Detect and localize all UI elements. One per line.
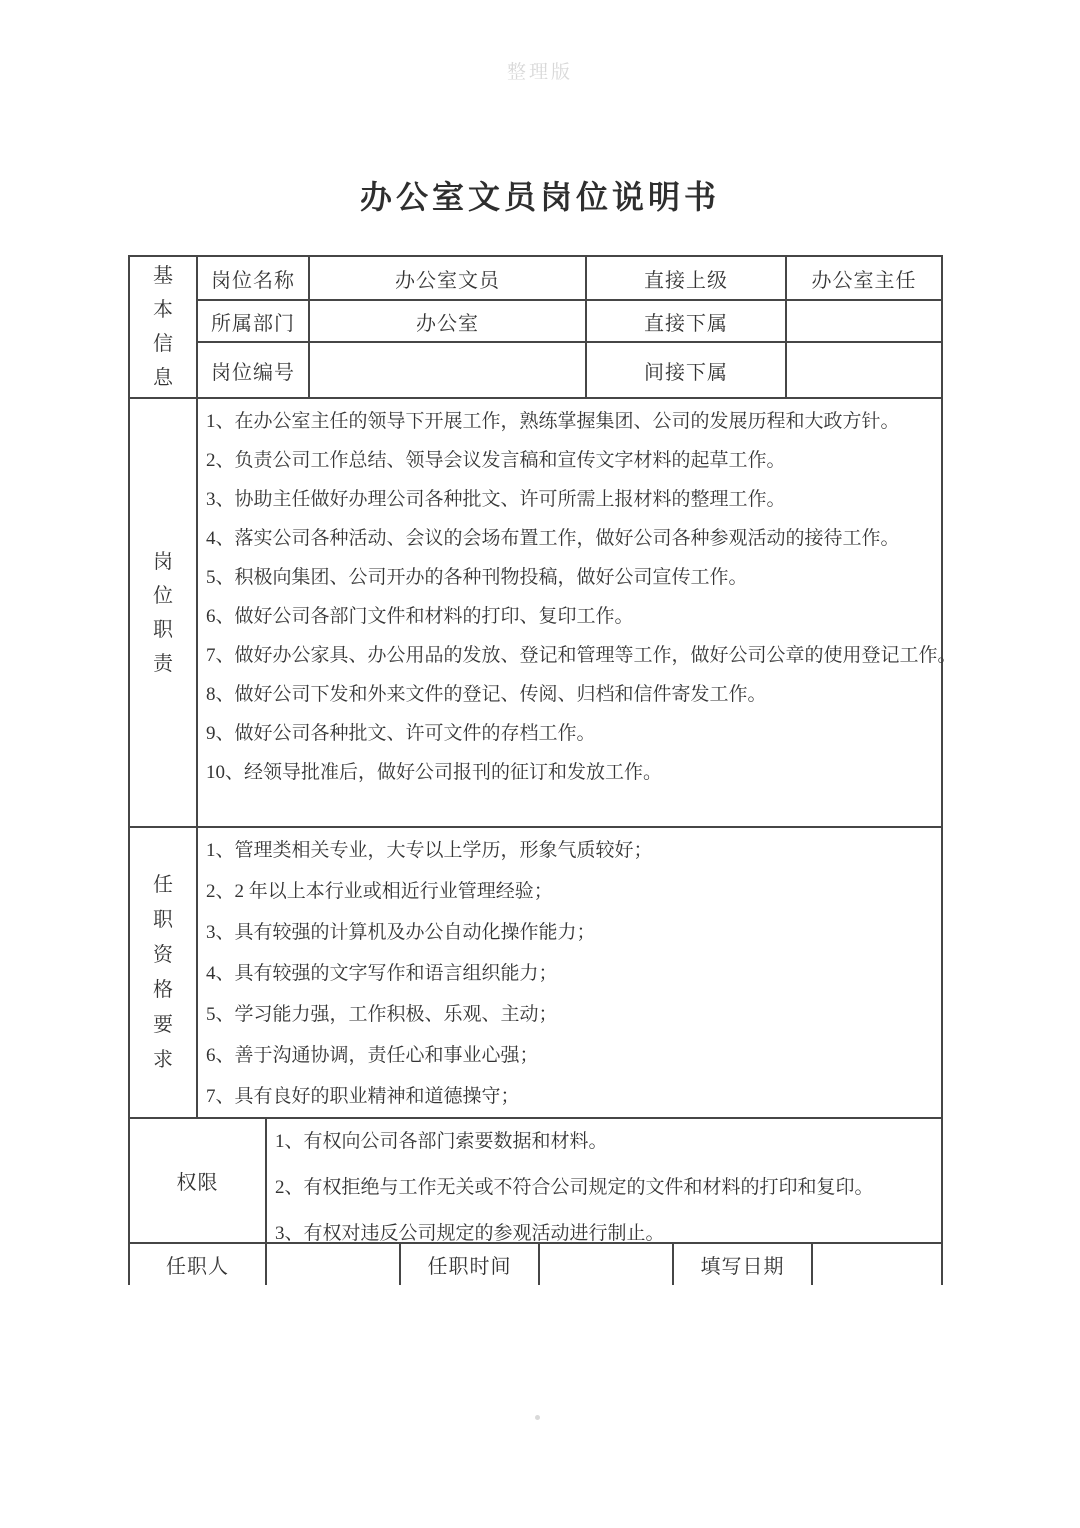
field-label-direct-superior: 直接上级 [587, 257, 787, 299]
list-item: 8、做好公司下发和外来文件的登记、传阅、归档和信件寄发工作。 [206, 684, 767, 705]
field-label-direct-subordinate: 直接下属 [587, 301, 787, 341]
page-title: 办公室文员岗位说明书 [359, 179, 720, 215]
basic-info-section-label: 基本信息 [153, 265, 173, 389]
list-item: 2、2 年以上本行业或相近行业管理经验； [206, 881, 553, 902]
list-item: 9、做好公司各种批文、许可文件的存档工作。 [206, 723, 596, 744]
list-item: 1、有权向公司各部门索要数据和材料。 [275, 1131, 608, 1152]
list-item: 1、管理类相关专业，大专以上学历，形象气质较好； [206, 840, 653, 861]
field-value-fill-date [813, 1244, 941, 1285]
field-value-position-name: 办公室文员 [310, 257, 587, 299]
qualifications-section-label: 任职资格要求 [153, 873, 173, 1071]
watermark: 整理版 [506, 62, 573, 83]
list-item: 4、具有较强的文字写作和语言组织能力； [206, 963, 558, 984]
table-row [198, 257, 941, 301]
authority-list [267, 1119, 941, 1242]
field-value-tenure-time [540, 1244, 674, 1285]
field-value-department: 办公室 [310, 301, 587, 341]
field-value-direct-subordinate [787, 301, 941, 341]
field-label-indirect-subordinate: 间接下属 [587, 343, 787, 397]
responsibilities-section-label: 岗位职责 [153, 550, 173, 675]
basic-info-section-label-cell [130, 257, 198, 397]
scan-speck [535, 1415, 540, 1420]
responsibilities-section-label-cell [130, 399, 198, 826]
authority-section-label-cell [130, 1119, 267, 1242]
field-value-direct-superior: 办公室主任 [811, 269, 917, 292]
field-value-incumbent [267, 1244, 401, 1285]
list-item: 2、负责公司工作总结、领导会议发言稿和宣传文字材料的起草工作。 [206, 450, 786, 471]
list-item: 3、有权对违反公司规定的参观活动进行制止。 [275, 1223, 665, 1244]
list-item: 7、具有良好的职业精神和道德操守； [206, 1086, 520, 1107]
list-item: 3、协助主任做好办理公司各种批文、许可所需上报材料的整理工作。 [206, 489, 786, 510]
qualifications-list [198, 828, 941, 1117]
field-value-position-number [310, 343, 587, 397]
list-item: 5、学习能力强，工作积极、乐观、主动； [206, 1004, 558, 1025]
basic-info-grid [198, 257, 941, 397]
section-authority [130, 1119, 941, 1244]
list-item: 10、经领导批准后，做好公司报刊的征订和发放工作。 [206, 762, 663, 783]
field-label-department: 所属部门 [198, 301, 310, 341]
field-label-tenure-time: 任职时间 [401, 1244, 540, 1285]
field-label-position-name: 岗位名称 [198, 257, 310, 299]
section-footer-row [130, 1244, 941, 1285]
job-description-table [128, 255, 957, 1285]
table-row [198, 343, 941, 397]
field-label-fill-date: 填写日期 [674, 1244, 813, 1285]
qualifications-section-label-cell [130, 828, 198, 1117]
responsibilities-list [198, 399, 957, 826]
authority-section-label: 权限 [176, 1172, 219, 1194]
list-item: 3、具有较强的计算机及办公自动化操作能力； [206, 922, 596, 943]
field-label-position-number: 岗位编号 [198, 343, 310, 397]
field-value-indirect-subordinate [787, 343, 941, 397]
section-basic-info [130, 257, 941, 399]
list-item: 6、做好公司各部门文件和材料的打印、复印工作。 [206, 606, 634, 627]
list-item: 4、落实公司各种活动、会议的会场布置工作，做好公司各种参观活动的接待工作。 [206, 528, 900, 549]
list-item: 5、积极向集团、公司开办的各种刊物投稿，做好公司宣传工作。 [206, 567, 748, 588]
section-responsibilities [130, 399, 957, 828]
table-row [198, 301, 941, 343]
section-qualifications [130, 828, 941, 1119]
list-item: 1、在办公室主任的领导下开展工作，熟练掌握集团、公司的发展历程和大政方针。 [206, 411, 900, 432]
field-label-incumbent: 任职人 [130, 1244, 267, 1285]
list-item: 7、做好办公家具、办公用品的发放、登记和管理等工作，做好公司公章的使用登记工作。 [206, 645, 957, 666]
list-item: 6、善于沟通协调，责任心和事业心强； [206, 1045, 539, 1066]
list-item: 2、有权拒绝与工作无关或不符合公司规定的文件和材料的打印和复印。 [275, 1177, 874, 1198]
